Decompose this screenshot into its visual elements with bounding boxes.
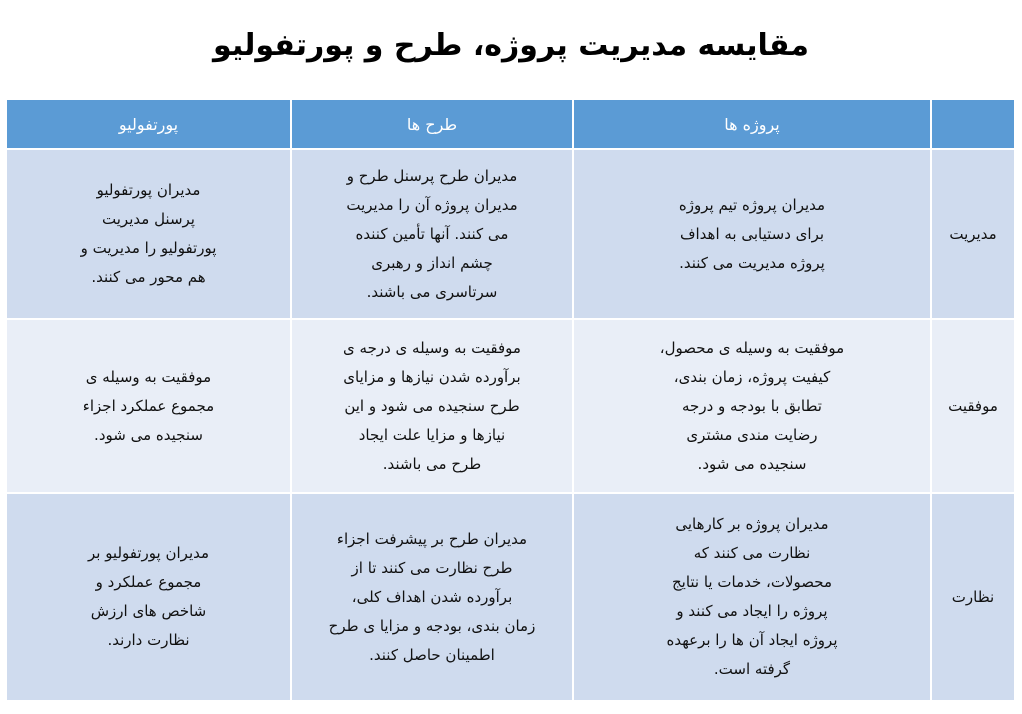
table-cell (573, 149, 931, 319)
cell-text-management-projects: مدیران پروژه تیم پروژه برای دستیابی به اهداف پروژه مدیریت می کنند. (678, 195, 826, 272)
comparison-table (5, 98, 1016, 702)
cell-text-monitoring-portfolio: مدیران پورتفولیو بر مجموع عملکرد و شاخص های ارزش نظارت دارند. (87, 544, 210, 649)
table-row-management (6, 149, 1015, 319)
page-title: مقایسه مدیریت پروژه، طرح و پورتفولیو (213, 28, 809, 63)
header-portfolio: پورتفولیو (6, 99, 291, 149)
table-cell (573, 493, 931, 701)
cell-text-monitoring-programs: مدیران طرح بر پیشرفت اجزاء طرح نظارت می کنند تا از برآورده شدن اهداف کلی، زمان بندی، بودجه و مزایا ی طرح اطمینان حاصل کنند. (328, 529, 536, 664)
row-label-success: موفقیت (931, 319, 1015, 493)
row-label-monitoring: نظارت (931, 493, 1015, 701)
cell-text-success-projects: موفقیت به وسیله ی محصول، کیفیت پروژه، زمان بندی، تطابق با بودجه و درجه رضایت مندی مشتری سنجیده می شود. (659, 338, 845, 473)
table-row-monitoring (6, 493, 1015, 701)
table-cell (291, 493, 573, 701)
cell-text-management-portfolio: مدیران پورتفولیو پرسنل مدیریت پورتفولیو را مدیریت و هم محور می کنند. (80, 181, 217, 286)
header-projects: پروژه ها (573, 99, 931, 149)
table-cell (573, 319, 931, 493)
cell-text-success-programs: موفقیت به وسیله ی درجه ی برآورده شدن نیازها و مزایای طرح سنجیده می شود و این نیازها و مزایا علت ایجاد طرح می باشند. (343, 338, 521, 473)
header-corner-cell (931, 99, 1015, 149)
table-header-row (6, 99, 1015, 149)
table-cell (6, 319, 291, 493)
row-label-management: مدیریت (931, 149, 1015, 319)
cell-text-monitoring-projects: مدیران پروژه بر کارهایی نظارت می کنند که محصولات، خدمات یا نتایج پروژه را ایجاد می کنند و پروژه ایجاد آن ها را برعهده گرفته است. (666, 515, 838, 678)
cell-text-management-programs: مدیران طرح پرسنل طرح و مدیران پروژه آن را مدیریت می کنند. آنها تأمین کننده چشم انداز و رهبری سرتاسری می باشند. (346, 166, 518, 301)
table-cell (6, 493, 291, 701)
table-row-success (6, 319, 1015, 493)
table-cell (291, 319, 573, 493)
header-programs: طرح ها (291, 99, 573, 149)
cell-text-success-portfolio: موفقیت به وسیله ی مجموع عملکرد اجزاء سنجیده می شود. (82, 367, 215, 444)
table-cell (6, 149, 291, 319)
table-cell (291, 149, 573, 319)
